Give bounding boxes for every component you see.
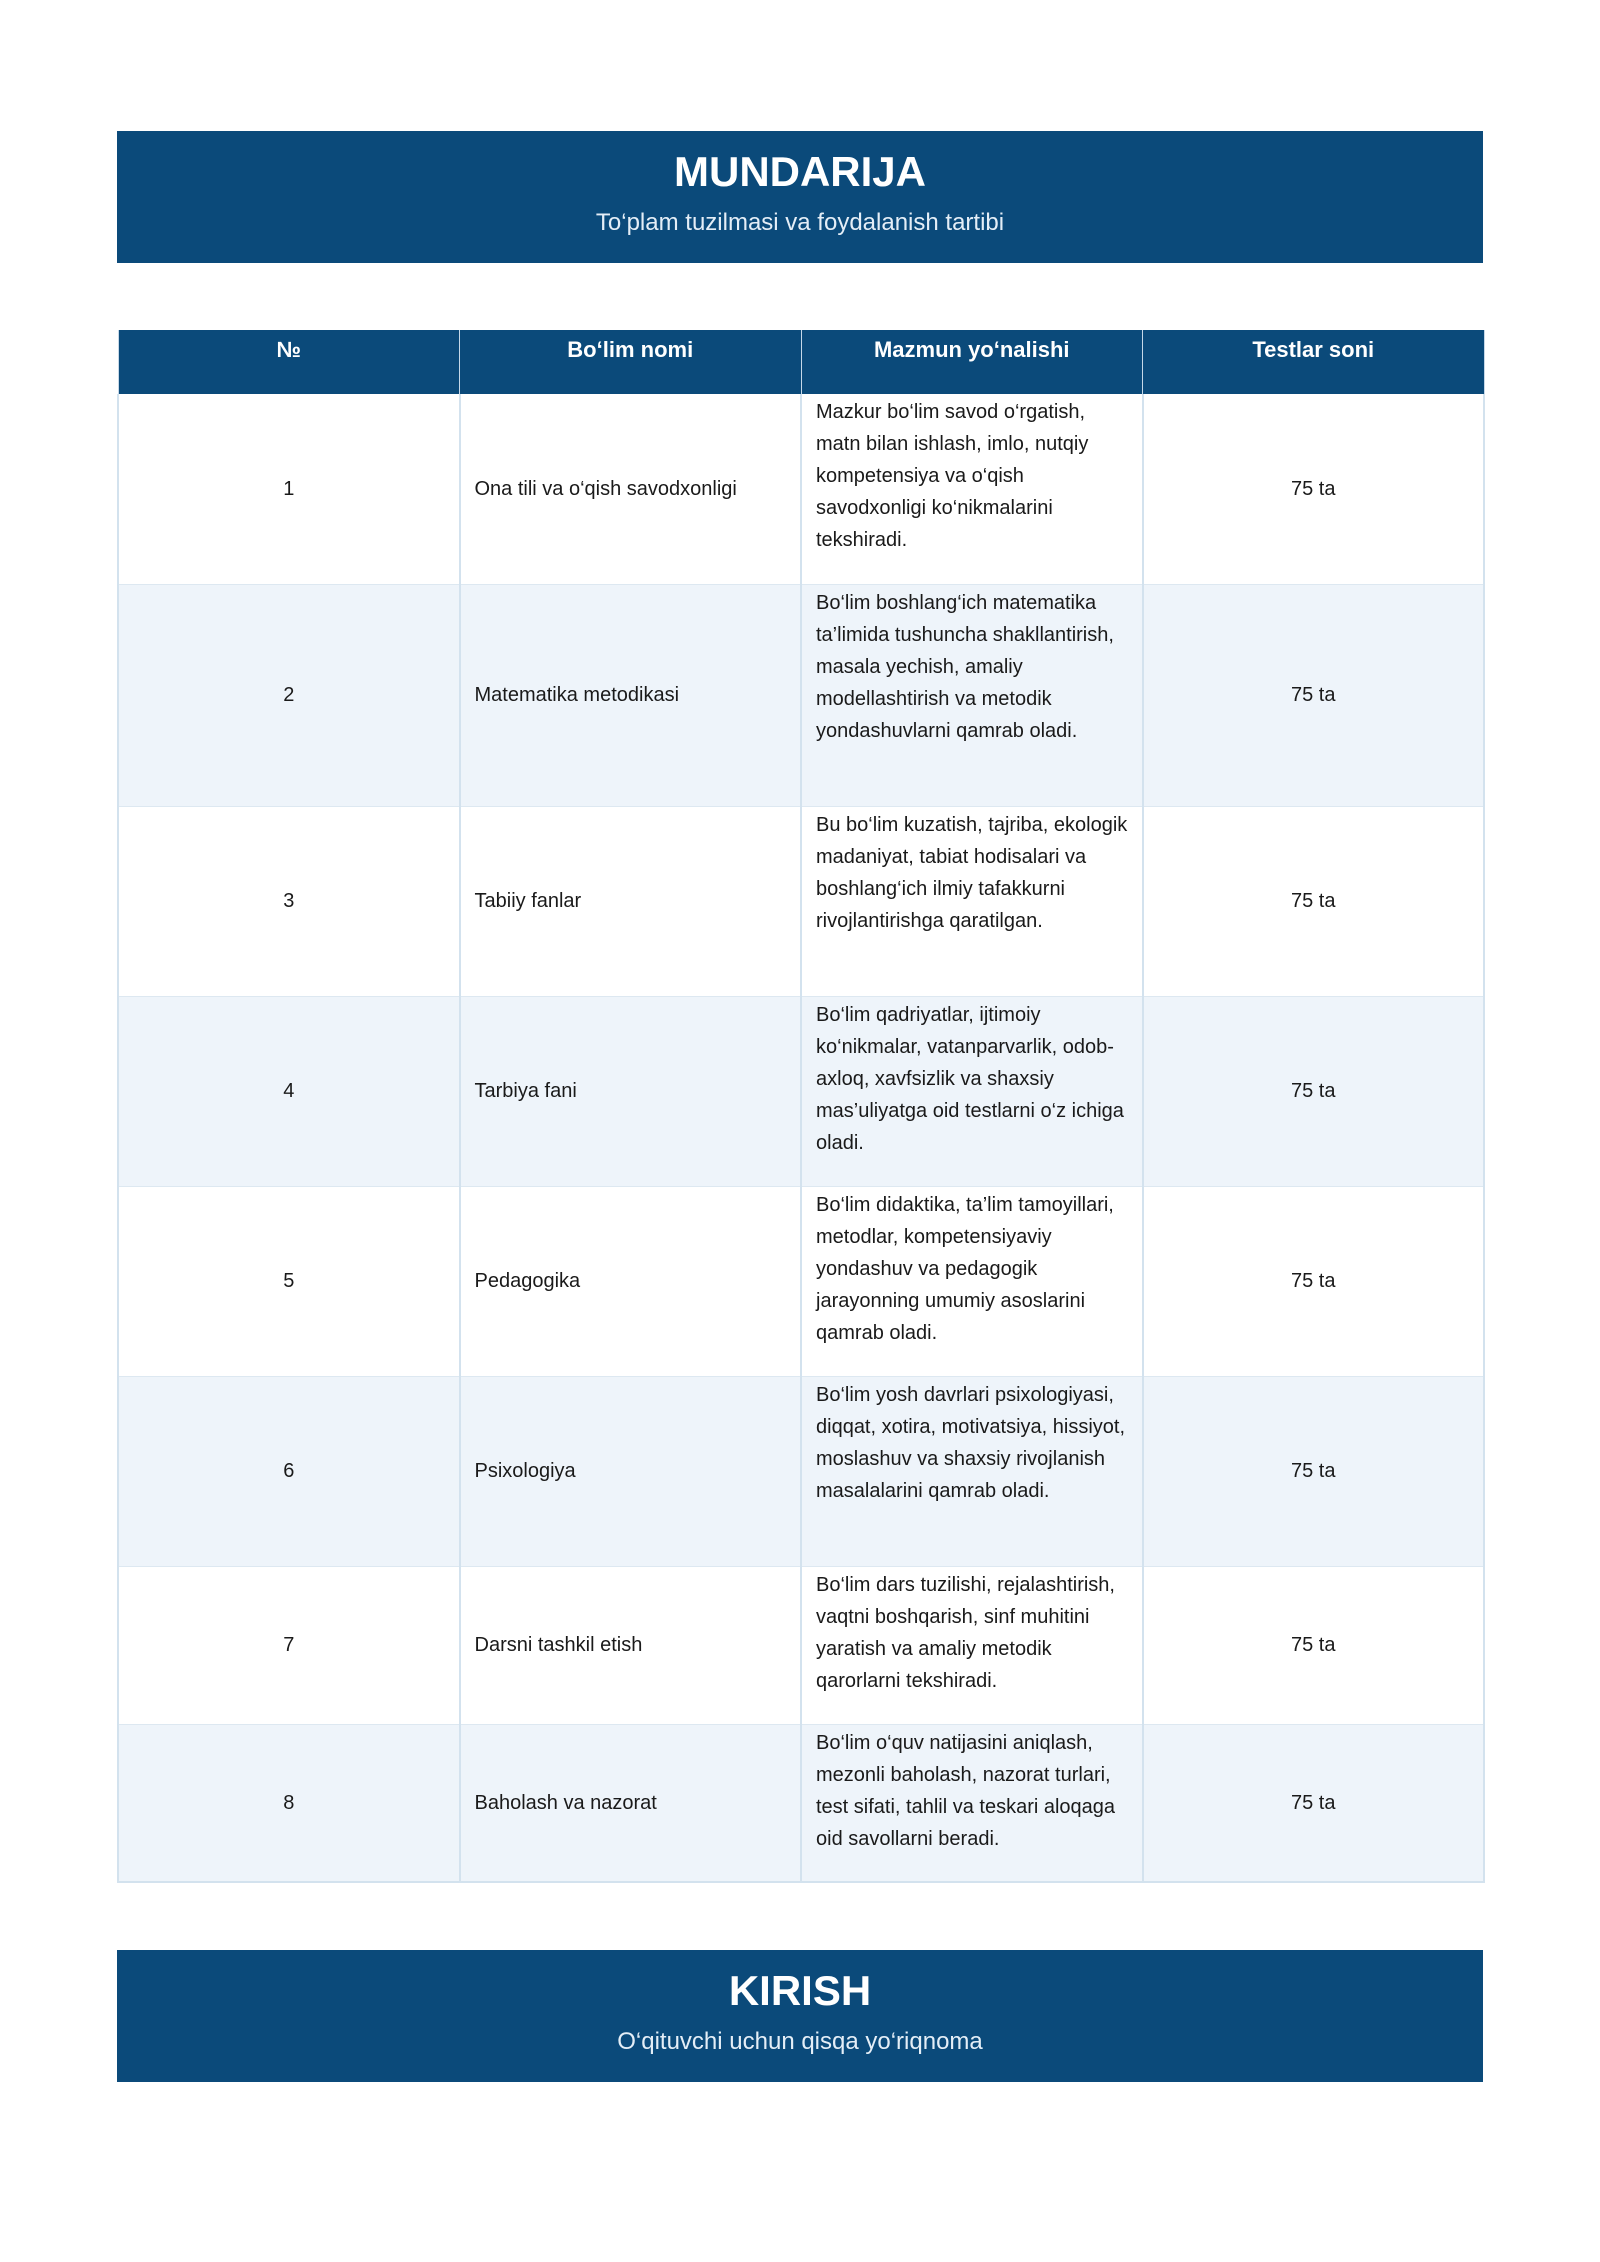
header-content-direction: Mazmun yo‘nalishi xyxy=(801,330,1143,394)
table-row xyxy=(118,394,1484,584)
section-description: Mazkur bo‘lim savod o‘rgatish, matn bilan ishlash, imlo, nutqiy kompetensiya va o‘qish savodxonligi ko‘nikmalarini tekshiradi. xyxy=(801,394,1143,584)
test-count: 75 ta xyxy=(1143,1376,1485,1566)
toc-subtitle: To‘plam tuzilmasi va foydalanish tartibi xyxy=(595,209,1005,236)
test-count: 75 ta xyxy=(1143,1186,1485,1376)
table-row xyxy=(118,1186,1484,1376)
row-number: 4 xyxy=(118,996,460,1186)
test-count: 75 ta xyxy=(1143,394,1485,584)
table-row xyxy=(118,1724,1484,1882)
toc-banner xyxy=(117,131,1483,263)
section-description: Bo‘lim qadriyatlar, ijtimoiy ko‘nikmalar, vatanparvarlik, odob-axloq, xavfsizlik va shaxsiy mas’uliyatga oid testlarni o‘z ichiga oladi. xyxy=(801,996,1143,1186)
row-number: 8 xyxy=(118,1724,460,1882)
section-description: Bu bo‘lim kuzatish, tajriba, ekologik madaniyat, tabiat hodisalari va boshlang‘ich ilmiy tafakkurni rivojlantirishga qaratilgan. xyxy=(801,806,1143,996)
table-header-row xyxy=(118,330,1484,394)
header-test-count: Testlar soni xyxy=(1143,330,1485,394)
test-count: 75 ta xyxy=(1143,996,1485,1186)
section-name: Ona tili va o‘qish savodxonligi xyxy=(460,394,802,584)
section-name: Psixologiya xyxy=(460,1376,802,1566)
row-number: 1 xyxy=(118,394,460,584)
header-section-name: Bo‘lim nomi xyxy=(460,330,802,394)
row-number: 6 xyxy=(118,1376,460,1566)
test-count: 75 ta xyxy=(1143,1724,1485,1882)
row-number: 2 xyxy=(118,584,460,806)
section-name: Pedagogika xyxy=(460,1186,802,1376)
toc-title: MUNDARIJA xyxy=(674,148,926,195)
section-name: Tarbiya fani xyxy=(460,996,802,1186)
table-row xyxy=(118,1566,1484,1724)
section-description: Bo‘lim didaktika, ta’lim tamoyillari, metodlar, kompetensiyaviy yondashuv va pedagogik jarayonning umumiy asoslarini qamrab oladi. xyxy=(801,1186,1143,1376)
section-description: Bo‘lim o‘quv natijasini aniqlash, mezonli baholash, nazorat turlari, test sifati, tahlil va teskari aloqaga oid savollarni beradi. xyxy=(801,1724,1143,1882)
sections-table xyxy=(117,330,1485,1883)
table-row xyxy=(118,806,1484,996)
intro-title: KIRISH xyxy=(728,1967,872,2014)
test-count: 75 ta xyxy=(1143,1566,1485,1724)
section-description: Bo‘lim boshlang‘ich matematika ta’limida tushuncha shakllantirish, masala yechish, amaliy modellashtirish va metodik yondashuvlarni qamrab oladi. xyxy=(801,584,1143,806)
intro-banner xyxy=(117,1950,1483,2082)
section-name: Matematika metodikasi xyxy=(460,584,802,806)
section-name: Darsni tashkil etish xyxy=(460,1566,802,1724)
table-row xyxy=(118,584,1484,806)
row-number: 7 xyxy=(118,1566,460,1724)
section-name: Tabiiy fanlar xyxy=(460,806,802,996)
row-number: 3 xyxy=(118,806,460,996)
table-row xyxy=(118,1376,1484,1566)
section-description: Bo‘lim dars tuzilishi, rejalashtirish, vaqtni boshqarish, sinf muhitini yaratish va amaliy metodik qarorlarni tekshiradi. xyxy=(801,1566,1143,1724)
intro-subtitle: O‘qituvchi uchun qisqa yo‘riqnoma xyxy=(617,2028,983,2055)
test-count: 75 ta xyxy=(1143,584,1485,806)
test-count: 75 ta xyxy=(1143,806,1485,996)
section-name: Baholash va nazorat xyxy=(460,1724,802,1882)
section-description: Bo‘lim yosh davrlari psixologiyasi, diqqat, xotira, motivatsiya, hissiyot, moslashuv va shaxsiy rivojlanish masalalarini qamrab oladi. xyxy=(801,1376,1143,1566)
header-number: № xyxy=(118,330,460,394)
row-number: 5 xyxy=(118,1186,460,1376)
table-row xyxy=(118,996,1484,1186)
